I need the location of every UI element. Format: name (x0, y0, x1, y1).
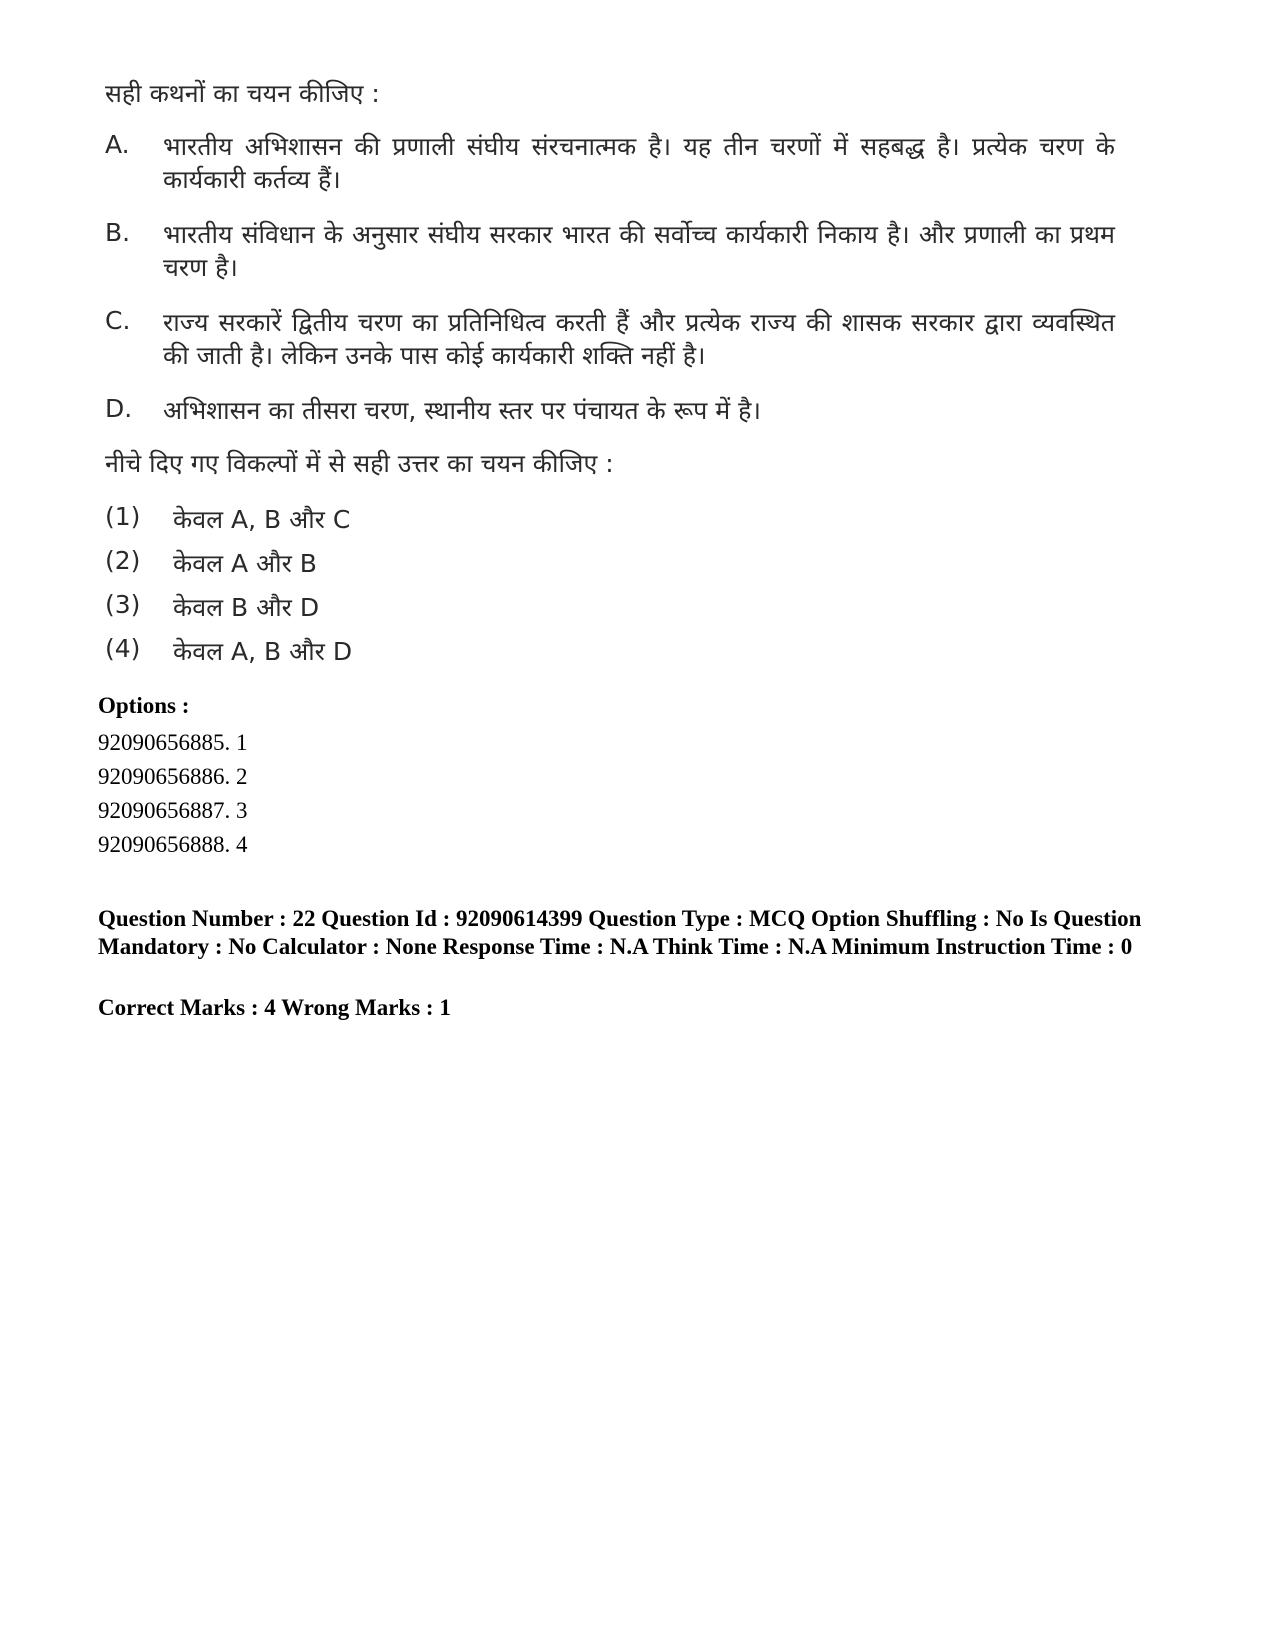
statement-c (105, 306, 1115, 372)
option-item: 92090656887. 3 (98, 798, 248, 823)
statement-text: भारतीय अभिशासन की प्रणाली संघीय संरचनात्मक है। यह तीन चरणों में सहबद्ध है। प्रत्येक चरण के कार्यकारी कर्तव्य हैं। (163, 132, 1115, 194)
choice-text: केवल A, B और D (173, 637, 353, 666)
choice-number: (3) (105, 590, 141, 619)
options-heading: Options : (98, 693, 190, 718)
option-item: 92090656888. 4 (98, 832, 248, 857)
marks-info: Correct Marks : 4 Wrong Marks : 1 (98, 995, 451, 1020)
options-list (98, 726, 248, 862)
question-meta: Question Number : 22 Question Id : 92090614399 Question Type : MCQ Option Shuffling : No Is Question Mandatory : No Calculator : None Response Time : N.A Think Time : N.A Minimum Instruction Time : 0 (98, 906, 1142, 959)
statement-b (105, 218, 1115, 284)
statement-a (105, 130, 1115, 196)
question-intro: सही कथनों का चयन कीजिए : (105, 79, 380, 108)
choice-number: (2) (105, 546, 141, 575)
statement-text: अभिशासन का तीसरा चरण, स्थानीय स्तर पर पंचायत के रूप में है। (163, 396, 761, 425)
option-item: 92090656885. 1 (98, 730, 248, 755)
choice-text: केवल B और D (173, 593, 320, 622)
choice-text: केवल A, B और C (173, 505, 351, 534)
statement-letter: B. (105, 218, 131, 247)
choice-text: केवल A और B (173, 549, 317, 578)
choice-number: (4) (105, 634, 141, 663)
choice-number: (1) (105, 502, 141, 531)
option-item: 92090656886. 2 (98, 764, 248, 789)
statement-text: राज्य सरकारें द्वितीय चरण का प्रतिनिधित्व करती हैं और प्रत्येक राज्य की शासक सरकार द्वारा व्यवस्थित की जाती है। लेकिन उनके पास कोई कार्यकारी शक्ति नहीं है। (163, 308, 1115, 370)
statement-letter: C. (105, 306, 131, 335)
choose-prompt: नीचे दिए गए विकल्पों में से सही उत्तर का चयन कीजिए : (105, 449, 614, 478)
statement-letter: D. (105, 394, 133, 423)
statement-text: भारतीय संविधान के अनुसार संघीय सरकार भारत की सर्वोच्च कार्यकारी निकाय है। और प्रणाली का प्रथम चरण है। (163, 220, 1115, 282)
statement-letter: A. (105, 130, 130, 159)
statement-d (105, 394, 1115, 427)
